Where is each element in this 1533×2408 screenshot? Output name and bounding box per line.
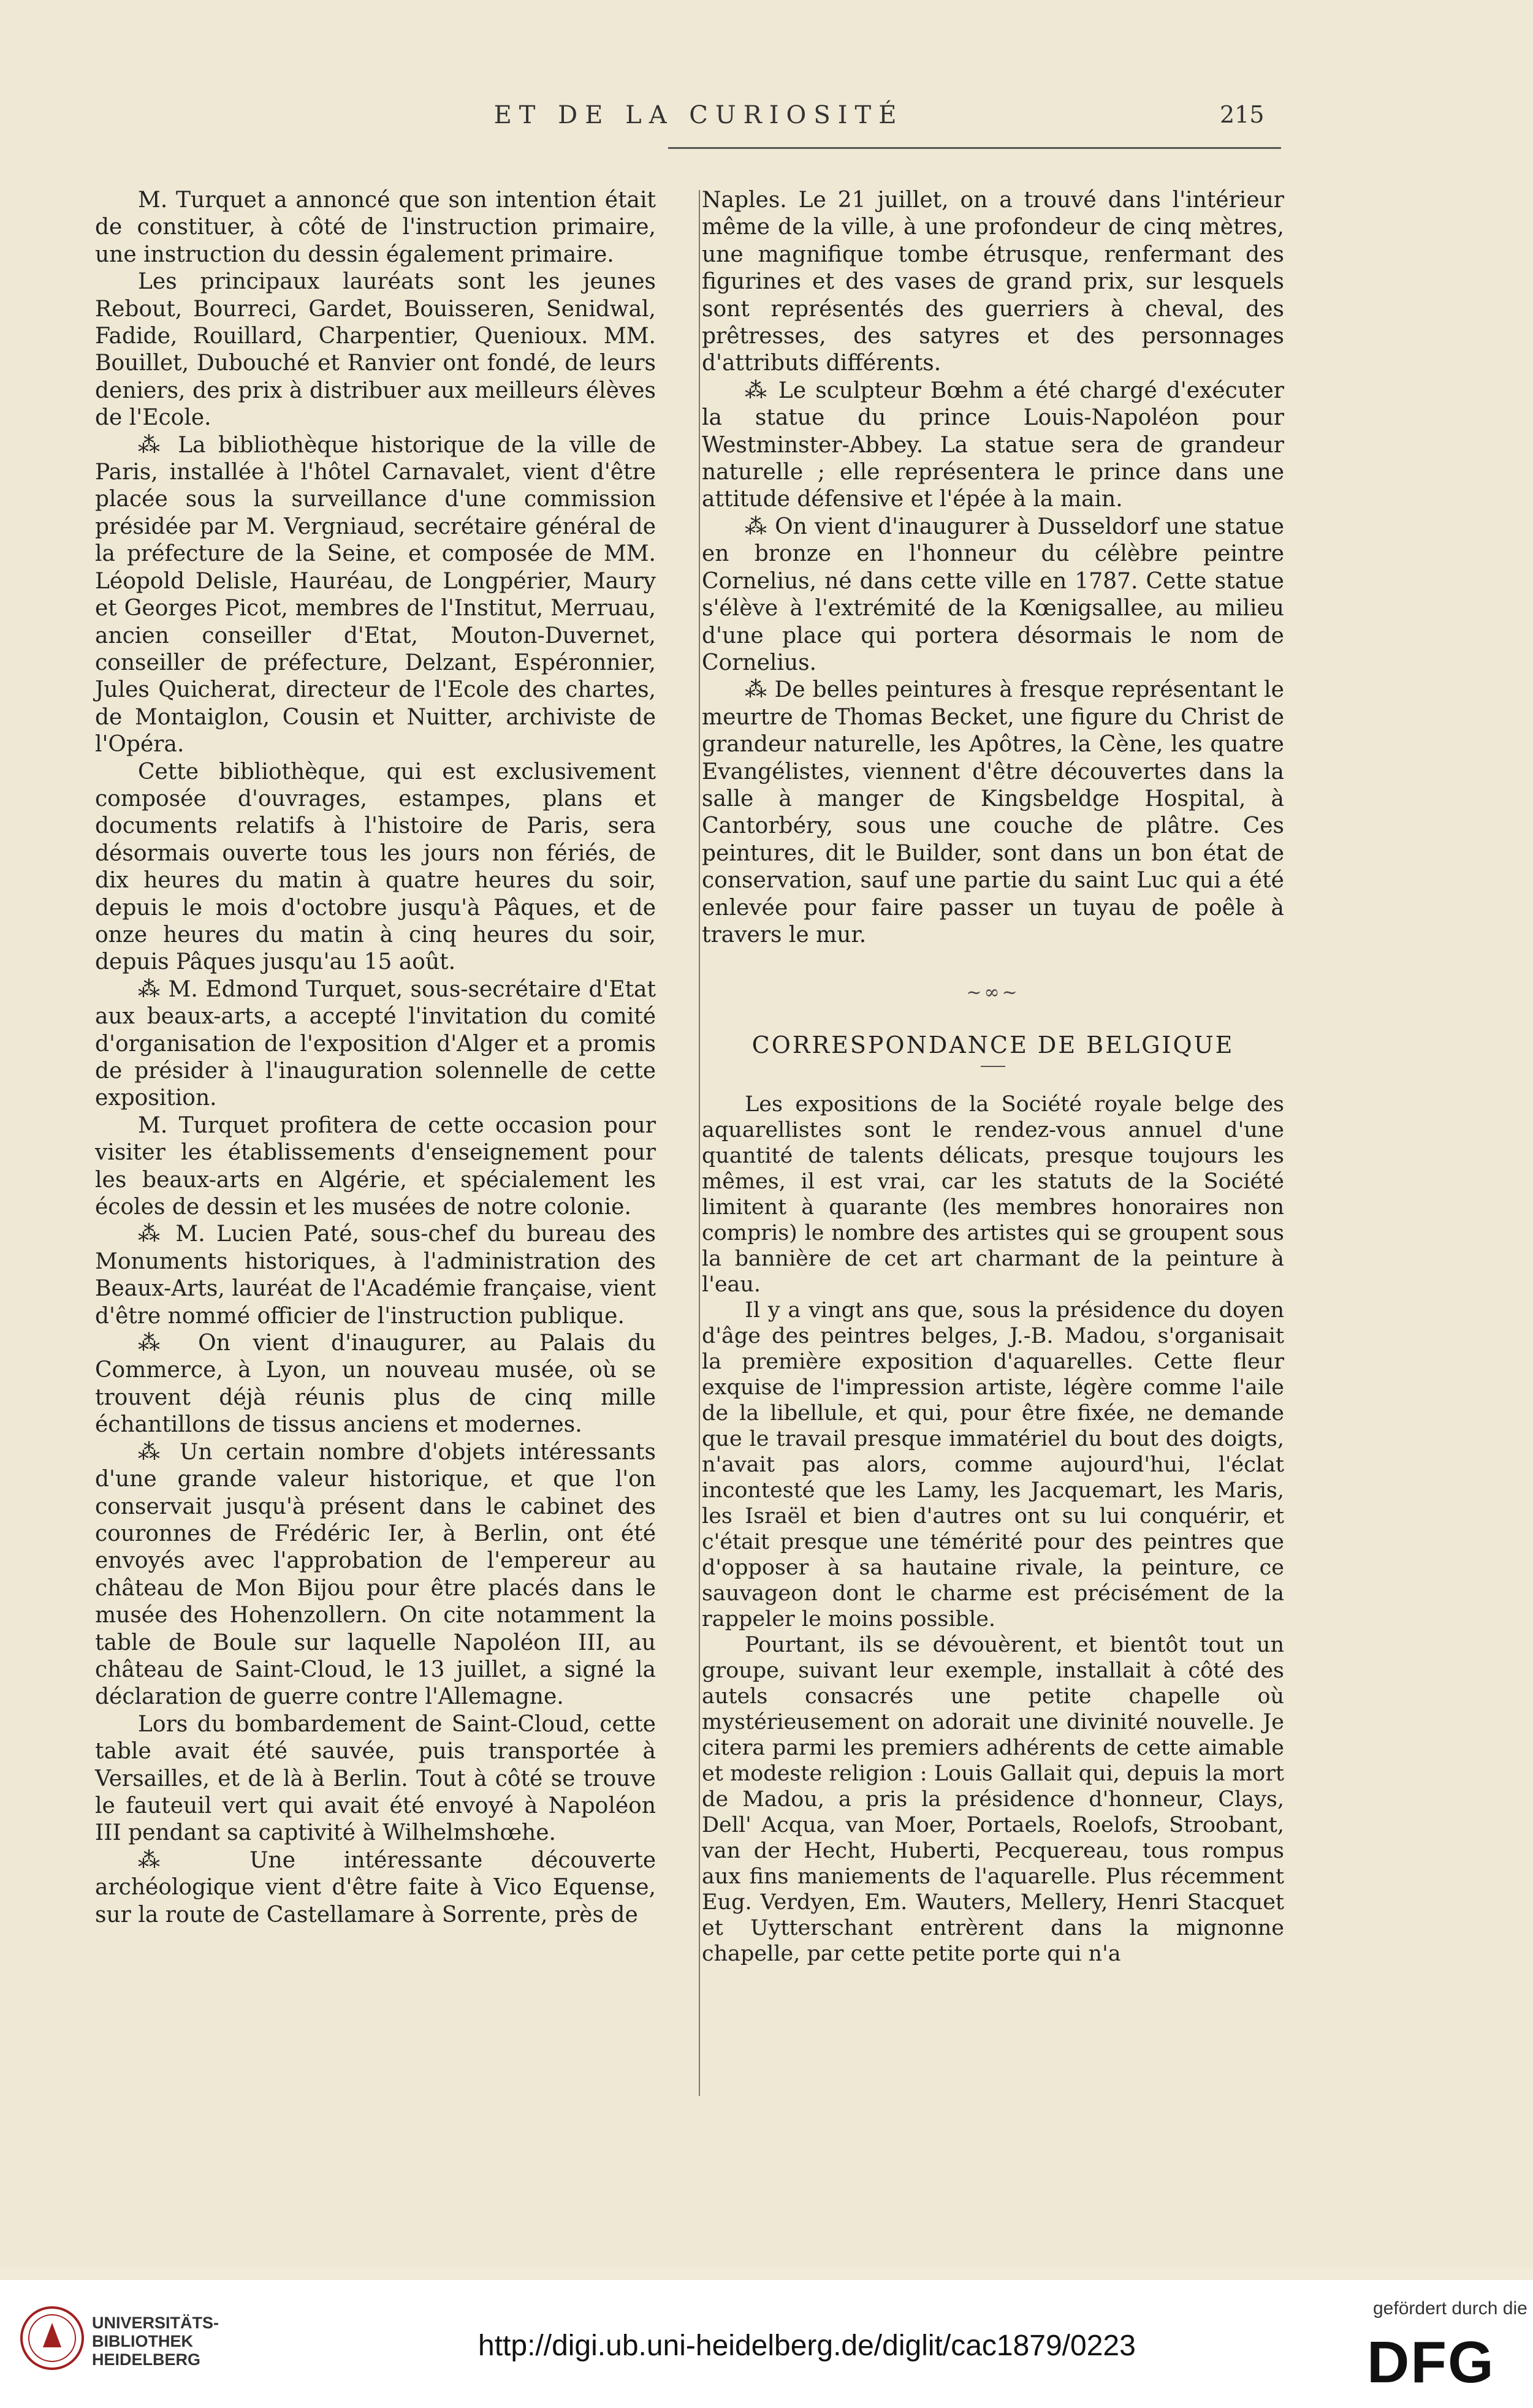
- paragraph: Les expositions de la Société royale belge des aquarellistes sont le rendez-vous annuel d'une quantité de talents délicats, presque toujours les mêmes, il est vrai, car les statuts de la Société limitent à quarante (les membres honoraires non compris) le nombre des artistes qui se groupent sous la bannière de cet art charmant de la peinture à l'eau.: [702, 1092, 1284, 1297]
- paragraph: Il y a vingt ans que, sous la présidence du doyen d'âge des peintres belges, J.-B. Madou, s'organisait la première exposition d'aquarelles. Cette fleur exquise de l'impression artiste, légère comme l'aile de la libellule, et qui, pour être fixée, ne demande que le travail presque immatériel du bout des doigts, n'avait pas alors, comme aujourd'hui, l'éclat incontesté que les Lamy, les Jacquemart, les Maris, les Israël et bien d'autres ont su lui conquérir, et c'était presque une témérité pour des peintres que d'opposer à sa hautaine rivale, la peinture, ce sauvageon dont le charme est précisément de la rappeler le moins possible.: [702, 1298, 1284, 1632]
- paragraph: ⁂ M. Edmond Turquet, sous-secrétaire d'Etat aux beaux-arts, a accepté l'invitation du comité d'organisation de l'exposition d'Alger et a promis de présider à l'inauguration solennelle de cette exposition.: [95, 976, 656, 1111]
- paragraph: M. Turquet a annoncé que son intention était de constituer, à côté de l'instruction primaire, une instruction du dessin également primaire.: [95, 188, 656, 267]
- institution-name: [92, 2314, 219, 2369]
- source-url-link[interactable]: http://digi.ub.uni-heidelberg.de/diglit/cac1879/0223: [478, 2330, 1136, 2362]
- header-rule: [668, 147, 1281, 149]
- paragraph: ⁂ Un certain nombre d'objets intéressants d'une grande valeur historique, et que l'on conservait jusqu'à présent dans le cabinet des couronnes de Frédéric Ier, à Berlin, ont été envoyés avec l'approbation de l'empereur au château de Mon Bijou pour être placés dans le musée des Hohenzollern. On cite notamment la table de Boule sur laquelle Napoléon III, au château de Saint-Cloud, le 13 juillet, a signé la déclaration de guerre contre l'Allemagne.: [95, 1439, 656, 1710]
- dfg-logo: DFG: [1367, 2330, 1495, 2395]
- paragraph: ⁂ On vient d'inaugurer, au Palais du Commerce, à Lyon, un nouveau musée, où se trouvent déjà réunis plus de cinq mille échantillons de tissus anciens et modernes.: [95, 1331, 656, 1438]
- section-heading: CORRESPONDANCE DE BELGIQUE: [751, 1031, 1234, 1058]
- paragraph: ⁂ De belles peintures à fresque représentant le meurtre de Thomas Becket, une figure du Christ de grandeur naturelle, les Apôtres, la Cène, les quatre Evangélistes, viennent d'être découvertes dans la salle à manger de Kingsbeldge Hospital, à Cantorbéry, sous une couche de plâtre. Ces peintures, dit le Builder, sont dans un bon état de conservation, sauf une partie du saint Luc qui a été enlevée pour faire passer un tuyau de poêle à travers le mur.: [702, 677, 1284, 948]
- paragraph: ⁂ Le sculpteur Bœhm a été chargé d'exécuter la statue du prince Louis-Napoléon pour Westminster-Abbey. La statue sera de grandeur naturelle ; elle représentera le prince dans une attitude défensive et l'épée à la main.: [702, 378, 1284, 512]
- column-divider: [699, 190, 700, 2096]
- heading-rule: [981, 1066, 1005, 1067]
- running-head: [0, 101, 1533, 138]
- paragraph: M. Turquet profitera de cette occasion pour visiter les établissements d'enseignement pour les beaux-arts en Algérie, et spécialement les écoles de dessin et les musées de notre colonie.: [95, 1112, 656, 1220]
- institution-line: HEIDELBERG: [92, 2350, 201, 2369]
- funding-note: gefördert durch die: [1373, 2298, 1527, 2319]
- university-seal-icon: [18, 2304, 86, 2372]
- footer-bar: [0, 2280, 1533, 2408]
- institution-line: UNIVERSITÄTS-: [92, 2314, 219, 2332]
- running-title: ET DE LA CURIOSITÉ: [493, 101, 904, 129]
- paragraph: ⁂ Une intéressante découverte archéologique vient d'être faite à Vico Equense, sur la route de Castellamare à Sorrente, près de: [95, 1847, 656, 1928]
- paragraph: ⁂ M. Lucien Paté, sous-chef du bureau des Monuments historiques, à l'administration des Beaux-Arts, lauréat de l'Académie française, vient d'être nommé officier de l'instruction publique.: [95, 1221, 656, 1329]
- section-ornament: ~∞~: [966, 982, 1020, 1004]
- left-column: [95, 187, 656, 1929]
- belgium-article: [702, 1092, 1284, 1967]
- paragraph: Cette bibliothèque, qui est exclusivement composée d'ouvrages, estampes, plans et documents relatifs à l'histoire de Paris, sera désormais ouverte tous les jours non fériés, de dix heures du matin à quatre heures du soir, depuis le mois d'octobre jusqu'à Pâques, et de onze heures du matin à cinq heures du soir, depuis Pâques jusqu'au 15 août.: [95, 759, 656, 975]
- paragraph: Naples. Le 21 juillet, on a trouvé dans l'intérieur même de la ville, à une profondeur de cinq mètres, une magnifique tombe étrusque, renfermant des figurines et des vases de grand prix, sur lesquels sont représentés des guerriers à cheval, des prêtresses, des satyres et des personnages d'attributs différents.: [702, 188, 1284, 376]
- paragraph: Lors du bombardement de Saint-Cloud, cette table avait été sauvée, puis transportée à Versailles, et de là à Berlin. Tout à côté se trouve le fauteuil vert qui avait été envoyé à Napoléon III pendant sa captivité à Wilhelmshœhe.: [95, 1711, 656, 1846]
- right-column: [702, 187, 1284, 1967]
- institution-line: BIBLIOTHEK: [92, 2332, 193, 2350]
- page-number: 215: [1220, 101, 1265, 128]
- paragraph: Les principaux lauréats sont les jeunes Rebout, Bourreci, Gardet, Bouisseren, Senidwal, Fadide, Rouillard, Charpentier, Quenioux. MM. Bouillet, Dubouché et Ranvier ont fondé, de leurs deniers, des prix à distribuer aux meilleurs élèves de l'Ecole.: [95, 269, 656, 431]
- paragraph: Pourtant, ils se dévouèrent, et bientôt tout un groupe, suivant leur exemple, installait à côté des autels consacrés une petite chapelle où mystérieusement on adorait une divinité nouvelle. Je citera parmi les premiers adhérents de cette aimable et modeste religion : Louis Gallait qui, depuis la mort de Madou, a pris la présidence d'honneur, Clays, Dell' Acqua, van Moer, Portaels, Roelofs, Stroobant, van der Hecht, Huberti, Pecquereau, tous rompus aux fins maniements de l'aquarelle. Plus récemment Eug. Verdyen, Em. Wauters, Mellery, Henri Stacquet et Uytterschant entrèrent dans la mignonne chapelle, par cette petite porte qui n'a: [702, 1633, 1284, 1967]
- paragraph: ⁂ On vient d'inaugurer à Dusseldorf une statue en bronze en l'honneur du célèbre peintre Cornelius, né dans cette ville en 1787. Cette statue s'élève à l'extrémité de la Kœnigsallee, au milieu d'une place qui portera désormais le nom de Cornelius.: [702, 514, 1284, 675]
- paragraph: ⁂ La bibliothèque historique de la ville de Paris, installée à l'hôtel Carnavalet, vient d'être placée sous la surveillance d'une commission présidée par M. Vergniaud, secrétaire général de la préfecture de la Seine, et composée de MM. Léopold Delisle, Hauréau, de Longpérier, Maury et Georges Picot, membres de l'Institut, Merruau, ancien conseiller d'Etat, Mouton-Duvernet, conseiller de préfecture, Delzant, Espéronnier, Jules Quicherat, directeur de l'Ecole des chartes, de Montaiglon, Cousin et Nuitter, archiviste de l'Opéra.: [95, 432, 656, 758]
